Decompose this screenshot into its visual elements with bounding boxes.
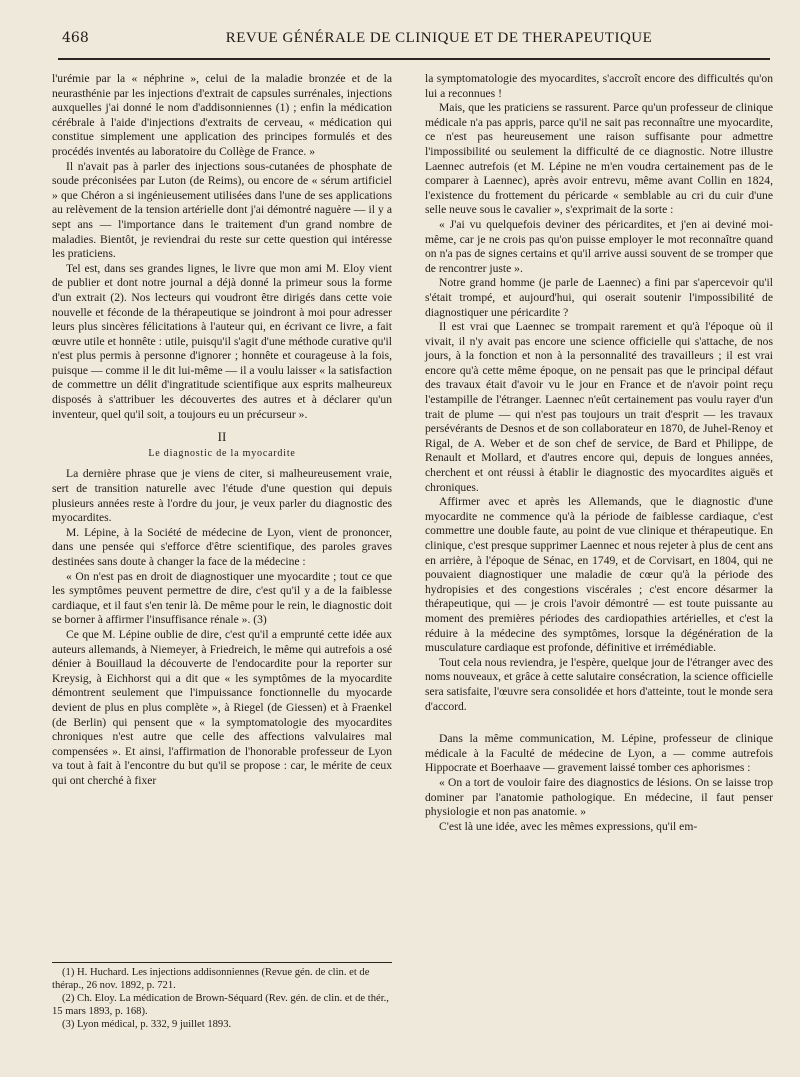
paragraph: Notre grand homme (je parle de Laennec) a fini par s'apercevoir qu'il s'était trompé, et aujourd'hui, qui oserait soutenir l'impossibilité de diagnostiquer une péricardite ? <box>425 276 773 319</box>
paragraph: Tel est, dans ses grandes lignes, le livre que mon ami M. Eloy vient de publier et dont notre journal a déjà donné la primeur sous la forme d'un extrait (2). Nos lecteurs qui voudront être dirigés dans cette voie nouvelle et féconde de la thérapeutique se joindront à moi pour adresser leurs plus sincères félicitations à l'auteur qui, en écrivant ce livre, a fait œuvre utile et honnête : utile, puisqu'il s'agit d'une méthode curative qu'il n'est plus permis à personne d'ignorer ; honnête et courageuse à la fois, puisque — comme il le dit lui-même — il a voulu laisser « la satisfaction de commettre un délit d'ingratitude scientifique aux esprits malheureux disposés à s'attribuer les découvertes des autres et à déclarer qu'un inventeur, quel qu'il soit, a toujours eu un précurseur ». <box>52 261 393 421</box>
paragraph: C'est là une idée, avec les mêmes expressions, qu'il em- <box>439 819 698 833</box>
paragraph: Tout cela nous reviendra, je l'espère, quelque jour de l'étranger avec des noms nouveaux, et grâce à cette salutaire consécration, la science officielle sera satisfaite, l'œuvre sera consolidée et hors d'atteinte, tout le monde sera d'accord. <box>425 655 773 713</box>
section-heading: Le diagnostic de la myocardite <box>148 447 296 459</box>
quotation: « On a tort de vouloir faire des diagnostics de lésions. On se laisse trop dominer par l'anatomie pathologique. En médecine, il faut penser physiologie et non pas anatomie. » <box>425 775 773 819</box>
quotation: « J'ai vu quelquefois deviner des péricardites, et j'en ai deviné moi-même, car je ne crois pas qu'on puisse employer le mot reconnaître quand on n'a pas de signes certains et qu'il arrive aussi souvent de se tromper que de rencontrer juste ». <box>425 217 773 275</box>
paragraph: Mais, que les praticiens se rassurent. Parce qu'un professeur de clinique médicale n'a pas appris, parce qu'il ne sait pas reconnaître une myocardite, ce n'est pas heureusement une raison suffisante pour admettre l'impossibilité ou seulement la difficulté de ce diagnostic. Notre illustre Laennec autrefois (et M. Lépine ne m'en voudra certainement pas de le comparer à Laennec), après avoir entrevu, même avant Collin en 1824, l'existence du frottement du péricarde « semblable au cri du cuir d'une selle neuve sous le cavalier », s'exprimait de la sorte : <box>425 101 773 217</box>
running-title: REVUE GÉNÉRALE DE CLINIQUE ET DE THERAPEUTIQUE <box>225 30 653 46</box>
paragraph: l'urémie par la « néphrine », celui de la maladie bronzée et de la neurasthénie par les injections d'extrait de capsules surrénales, injections auxquelles j'ai donné le nom d'addisonniennes (1) ; enfin la médication cérébrale à l'aide d'injections d'extraits de cerveau, « médication qui constitue simplement une application des principes formulés et des procédés inventés au laboratoire du Collège de France. » <box>52 72 392 158</box>
footnote: (3) Lyon médical, p. 332, 9 juillet 1893. <box>62 1019 232 1030</box>
section-number: II <box>217 429 227 445</box>
left-column <box>52 72 392 789</box>
paragraph: Affirmer avec et après les Allemands, que le diagnostic d'une myocardite ne commence qu'à la période de faiblesse cardiaque, c'est commettre une double faute, au point de vue clinique et thérapeutique. En clinique, c'est presque supprimer Laennec et nous rejeter à plus de cent ans en arrière, à l'époque de Sénac, en 1749, et de Corvisart, en 1804, qui ne pouvaient diagnostiquer une maladie de cœur qu'à la période des hydropisies et des congestions viscérales ; c'est encore désarmer la thérapeutique, qui — je crois l'avoir démontré — est toute puissante au moment des premières périodes des cardiopathies artérielles, et c'est la réduire à la médecine des symptômes, lorsque la dégénération de la musculature cardiaque est profonde, définitive et irrémédiable. <box>425 495 773 655</box>
paragraph: M. Lépine, à la Société de médecine de Lyon, vient de prononcer, dans une pensée qui s'efforce d'être scientifique, des paroles graves destinées sans doute à changer la face de la médecine : <box>52 525 392 568</box>
paragraph: La dernière phrase que je viens de citer, si malheureusement vraie, sert de transition naturelle avec l'étude d'une question qui depuis plusieurs années reste à l'ordre du jour, je veux parler du diagnostic des myocardites. <box>52 467 392 525</box>
paragraph: Dans la même communication, M. Lépine, professeur de clinique médicale à la Faculté de médecine de Lyon, a — comme autrefois Hippocrate et Boerhaave — gravement laissé tomber ces aphorismes : <box>425 732 773 775</box>
header-rule <box>58 58 770 60</box>
paragraph: la symptomatologie des myocardites, s'accroît encore des difficultés qu'on lui a reconnues ! <box>425 72 773 100</box>
footnotes <box>52 966 392 1031</box>
paragraph: Il est vrai que Laennec se trompait rarement et qu'à l'époque où il vivait, il n'y avait pas encore une science officielle qui s'attache, de nos jours, à la fonction et non à la personnalité des travailleurs ; il est vrai encore qu'à cette même époque, on ne pensait pas que le principal défaut des travaux était d'avoir vu le jour en France et de n'avoir point reçu l'estampille de l'étranger. Laennec n'eût certainement pas voulu rayer d'un trait de plume — qui n'est pas toujours un trait d'esprit — les travaux persévérants de Desnos et de son collaborateur en 1870, de Juhel-Renoy et Rigal, de A. Weber et de son chef de service, de Bard et Philippe, de Renault et Mollard, et d'autres encore qui, depuis de longues années, cherchent et ont réussi à établir le diagnostic des myocardites aiguës et chroniques. <box>425 320 773 494</box>
footnote: (1) H. Huchard. Les injections addisonniennes (Revue gén. de clin. et de thérap., 26 nov. 1892, p. 721. <box>52 967 370 991</box>
right-column <box>425 72 773 834</box>
running-header <box>62 30 766 52</box>
paragraph: Ce que M. Lépine oublie de dire, c'est qu'il a emprunté cette idée aux auteurs allemands, à Niemeyer, à Friedreich, le même qui autrefois a osé dénier à Bouillaud la découverte de l'endocardite pour la reporter sur Kreysig, à Eichhorst qui a dit que « les symptômes de la myocardite démontrent seulement que l'impuissance fonctionnelle du myocarde devient de plus en plus complète », à Riegel (de Giessen) et à Fraenkel (de Berlin) qui pensent que « la symptomatologie des myocardites chroniques n'est autre que celle des affections valvulaires mal compensées ». Et ainsi, l'affirmation de l'honorable professeur de Lyon va tout à fait à l'encontre du but qu'il se propose : car, le mérite de ceux qui ont cherché à fixer <box>52 627 392 787</box>
section-gap <box>425 714 773 732</box>
footnote-rule <box>52 962 392 963</box>
paragraph: Il n'avait pas à parler des injections sous-cutanées de phosphate de soude préconisées par Luton (de Reims), ou encore de « sérum artificiel » que Chéron a si ingénieusement utilisées dans l'une de ses applications au relèvement de la tension artérielle dont j'ai démontré naguère — il y a sept ans — l'importance dans le traitement d'un grand nombre de maladies. Bientôt, je reviendrai du reste sur cette question qui intéresse les praticiens. <box>52 159 392 261</box>
quotation: « On n'est pas en droit de diagnostiquer une myocardite ; tout ce que les symptômes peuvent permettre de dire, c'est qu'il y a de la faiblesse cardiaque, et il faut s'en tenir là. De même pour le rein, le diagnostic doit se borner à affirmer l'insuffisance rénale ». (3) <box>52 569 392 627</box>
footnote: (2) Ch. Eloy. La médication de Brown-Séquard (Rev. gén. de clin. et de thér., 15 mars 1893, p. 168). <box>52 993 389 1017</box>
page-number: 468 <box>62 30 89 46</box>
